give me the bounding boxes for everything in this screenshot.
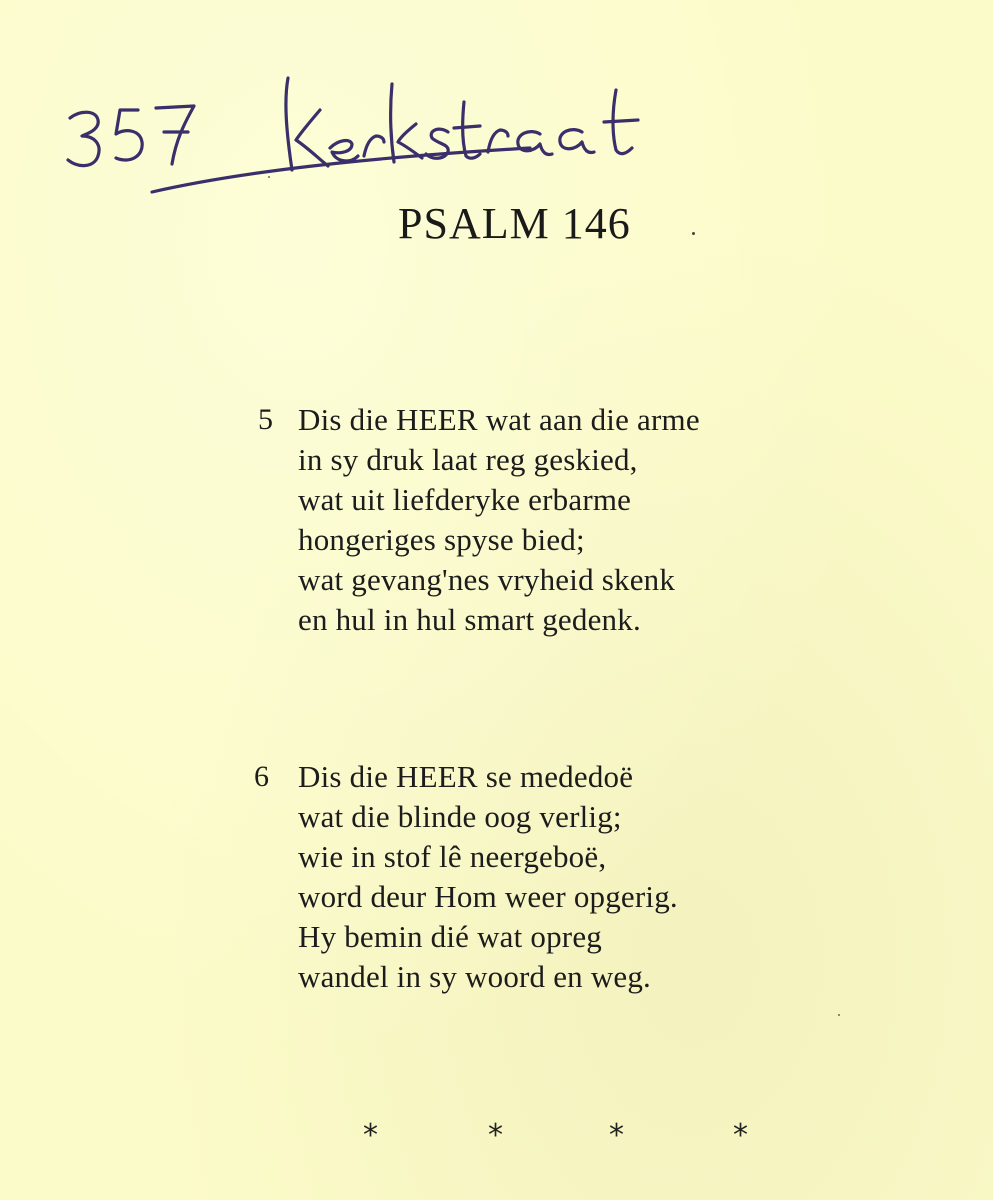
paper-speck: [268, 176, 270, 178]
title-dot: [692, 232, 695, 235]
psalm-title: PSALM 146: [398, 199, 631, 248]
verse-line: wat gevang'nes vryheid skenk: [298, 562, 676, 597]
ornament-stars: [0, 1118, 993, 1158]
verse-line: wat die blinde oog verlig;: [298, 799, 622, 834]
stanza-number: 6: [254, 760, 269, 793]
stanza-lines: [298, 400, 700, 640]
ornament-star: *: [733, 1118, 748, 1153]
verse-line: Dis die HEER se mededoë: [298, 759, 634, 794]
handwritten-address-annotation: [60, 40, 660, 210]
verse-line: wandel in sy woord en weg.: [298, 959, 652, 994]
stanza-lines: [298, 757, 678, 997]
ornament-star: *: [609, 1118, 624, 1153]
verse-line: en hul in hul smart gedenk.: [298, 602, 641, 637]
verse-line: word deur Hom weer opgerig.: [298, 879, 678, 914]
stanza-number: 5: [258, 403, 273, 436]
handwritten-address-drawing: [60, 40, 660, 210]
verse-line: wie in stof lê neergeboë,: [298, 839, 607, 874]
verse-line: Dis die HEER wat aan die arme: [298, 402, 700, 437]
verse-line: wat uit liefderyke erbarme: [298, 482, 632, 517]
verse-line: in sy druk laat reg geskied,: [298, 442, 638, 477]
paper-speck: [838, 1014, 840, 1016]
verse-line: hongeriges spyse bied;: [298, 522, 585, 557]
ornament-star: *: [488, 1118, 503, 1153]
ornament-star: *: [363, 1118, 378, 1153]
verse-line: Hy bemin dié wat opreg: [298, 919, 602, 954]
